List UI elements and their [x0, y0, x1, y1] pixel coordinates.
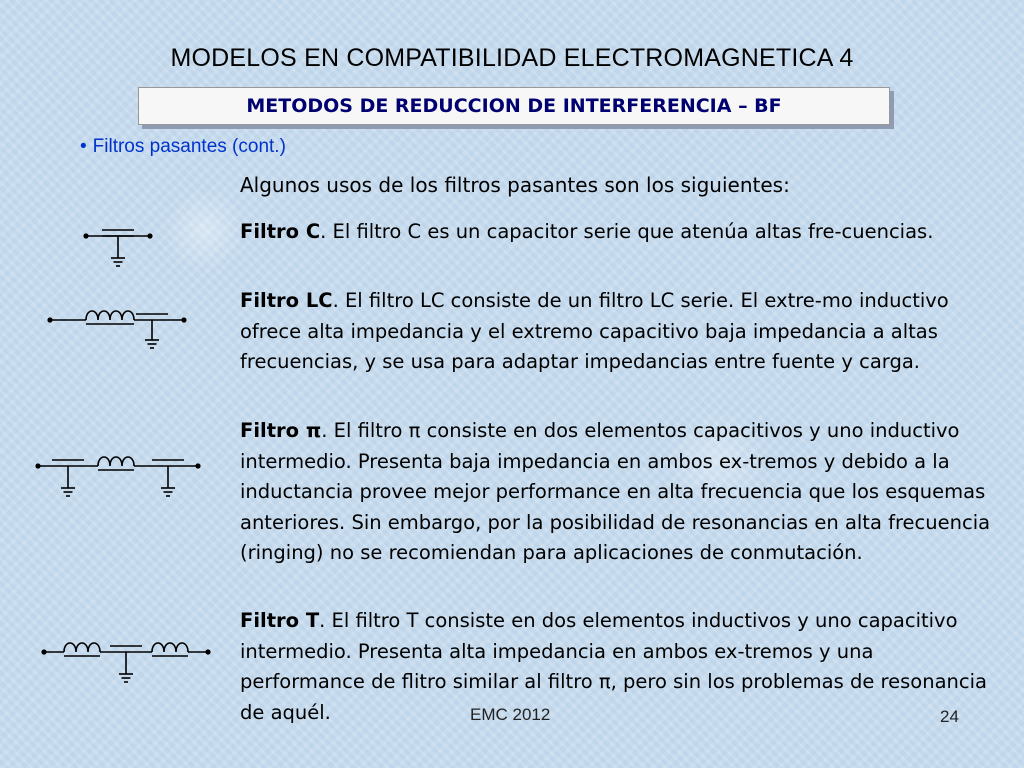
filter-lc-paragraph [240, 286, 1000, 378]
intro-text: Algunos usos de los filtros pasantes son los siguientes: [240, 173, 790, 197]
subtitle-box [138, 87, 890, 125]
bullet-heading [80, 136, 286, 158]
bullet-marker: • [80, 136, 87, 157]
filter-pi-diagram [32, 450, 207, 502]
filter-c-name: Filtro C [240, 220, 321, 243]
filter-t-paragraph [240, 606, 1000, 728]
filter-lc-name: Filtro LC [240, 289, 333, 312]
filter-c-diagram [80, 220, 160, 272]
slide-title: MODELOS EN COMPATIBILIDAD ELECTROMAGNETICA 4 [170, 44, 854, 72]
filter-lc-text: . El filtro LC consiste de un filtro LC serie. El extre-mo inductivo ofrece alta impedancia y el extremo capacitivo baja impedancia a altas frecuencias, y se usa para adaptar impedancias entre fuente y carga. [240, 289, 949, 373]
filter-t-text: . El filtro T consiste en dos elementos inductivos y uno capacitivo intermedio. Presenta alta impedancia en ambos ex-tremos y una performance de flitro similar al filtro π, pero sin los problemas de resonancia de aquél. [240, 609, 987, 724]
subtitle-text: METODOS DE REDUCCION DE INTERFERENCIA – BF [246, 95, 782, 117]
filter-pi-paragraph [240, 416, 1000, 569]
filter-pi-text: . El filtro π consiste en dos elementos capacitivos y uno inductivo intermedio. Presenta baja impedancia en ambos ex-tremos y debido a la inductancia provee mejor performance en alta frecuencia que los esquemas anteriores. Sin embargo, por la posibilidad de resonancias en alta frecuencia (ringing) no se recomiendan para aplicaciones de conmutación. [240, 419, 991, 564]
page-number: 24 [940, 707, 959, 726]
filter-pi-name: Filtro π [240, 419, 322, 442]
filter-c-paragraph [240, 217, 1000, 248]
bullet-text: Filtros pasantes (cont.) [92, 136, 286, 157]
filter-c-text: . El filtro C es un capacitor serie que atenúa altas fre-cuencias. [320, 220, 934, 243]
filter-lc-diagram [44, 300, 194, 352]
footer-center: EMC 2012 [470, 705, 551, 724]
filter-t-name: Filtro T [240, 609, 320, 632]
filter-t-diagram [38, 636, 218, 688]
